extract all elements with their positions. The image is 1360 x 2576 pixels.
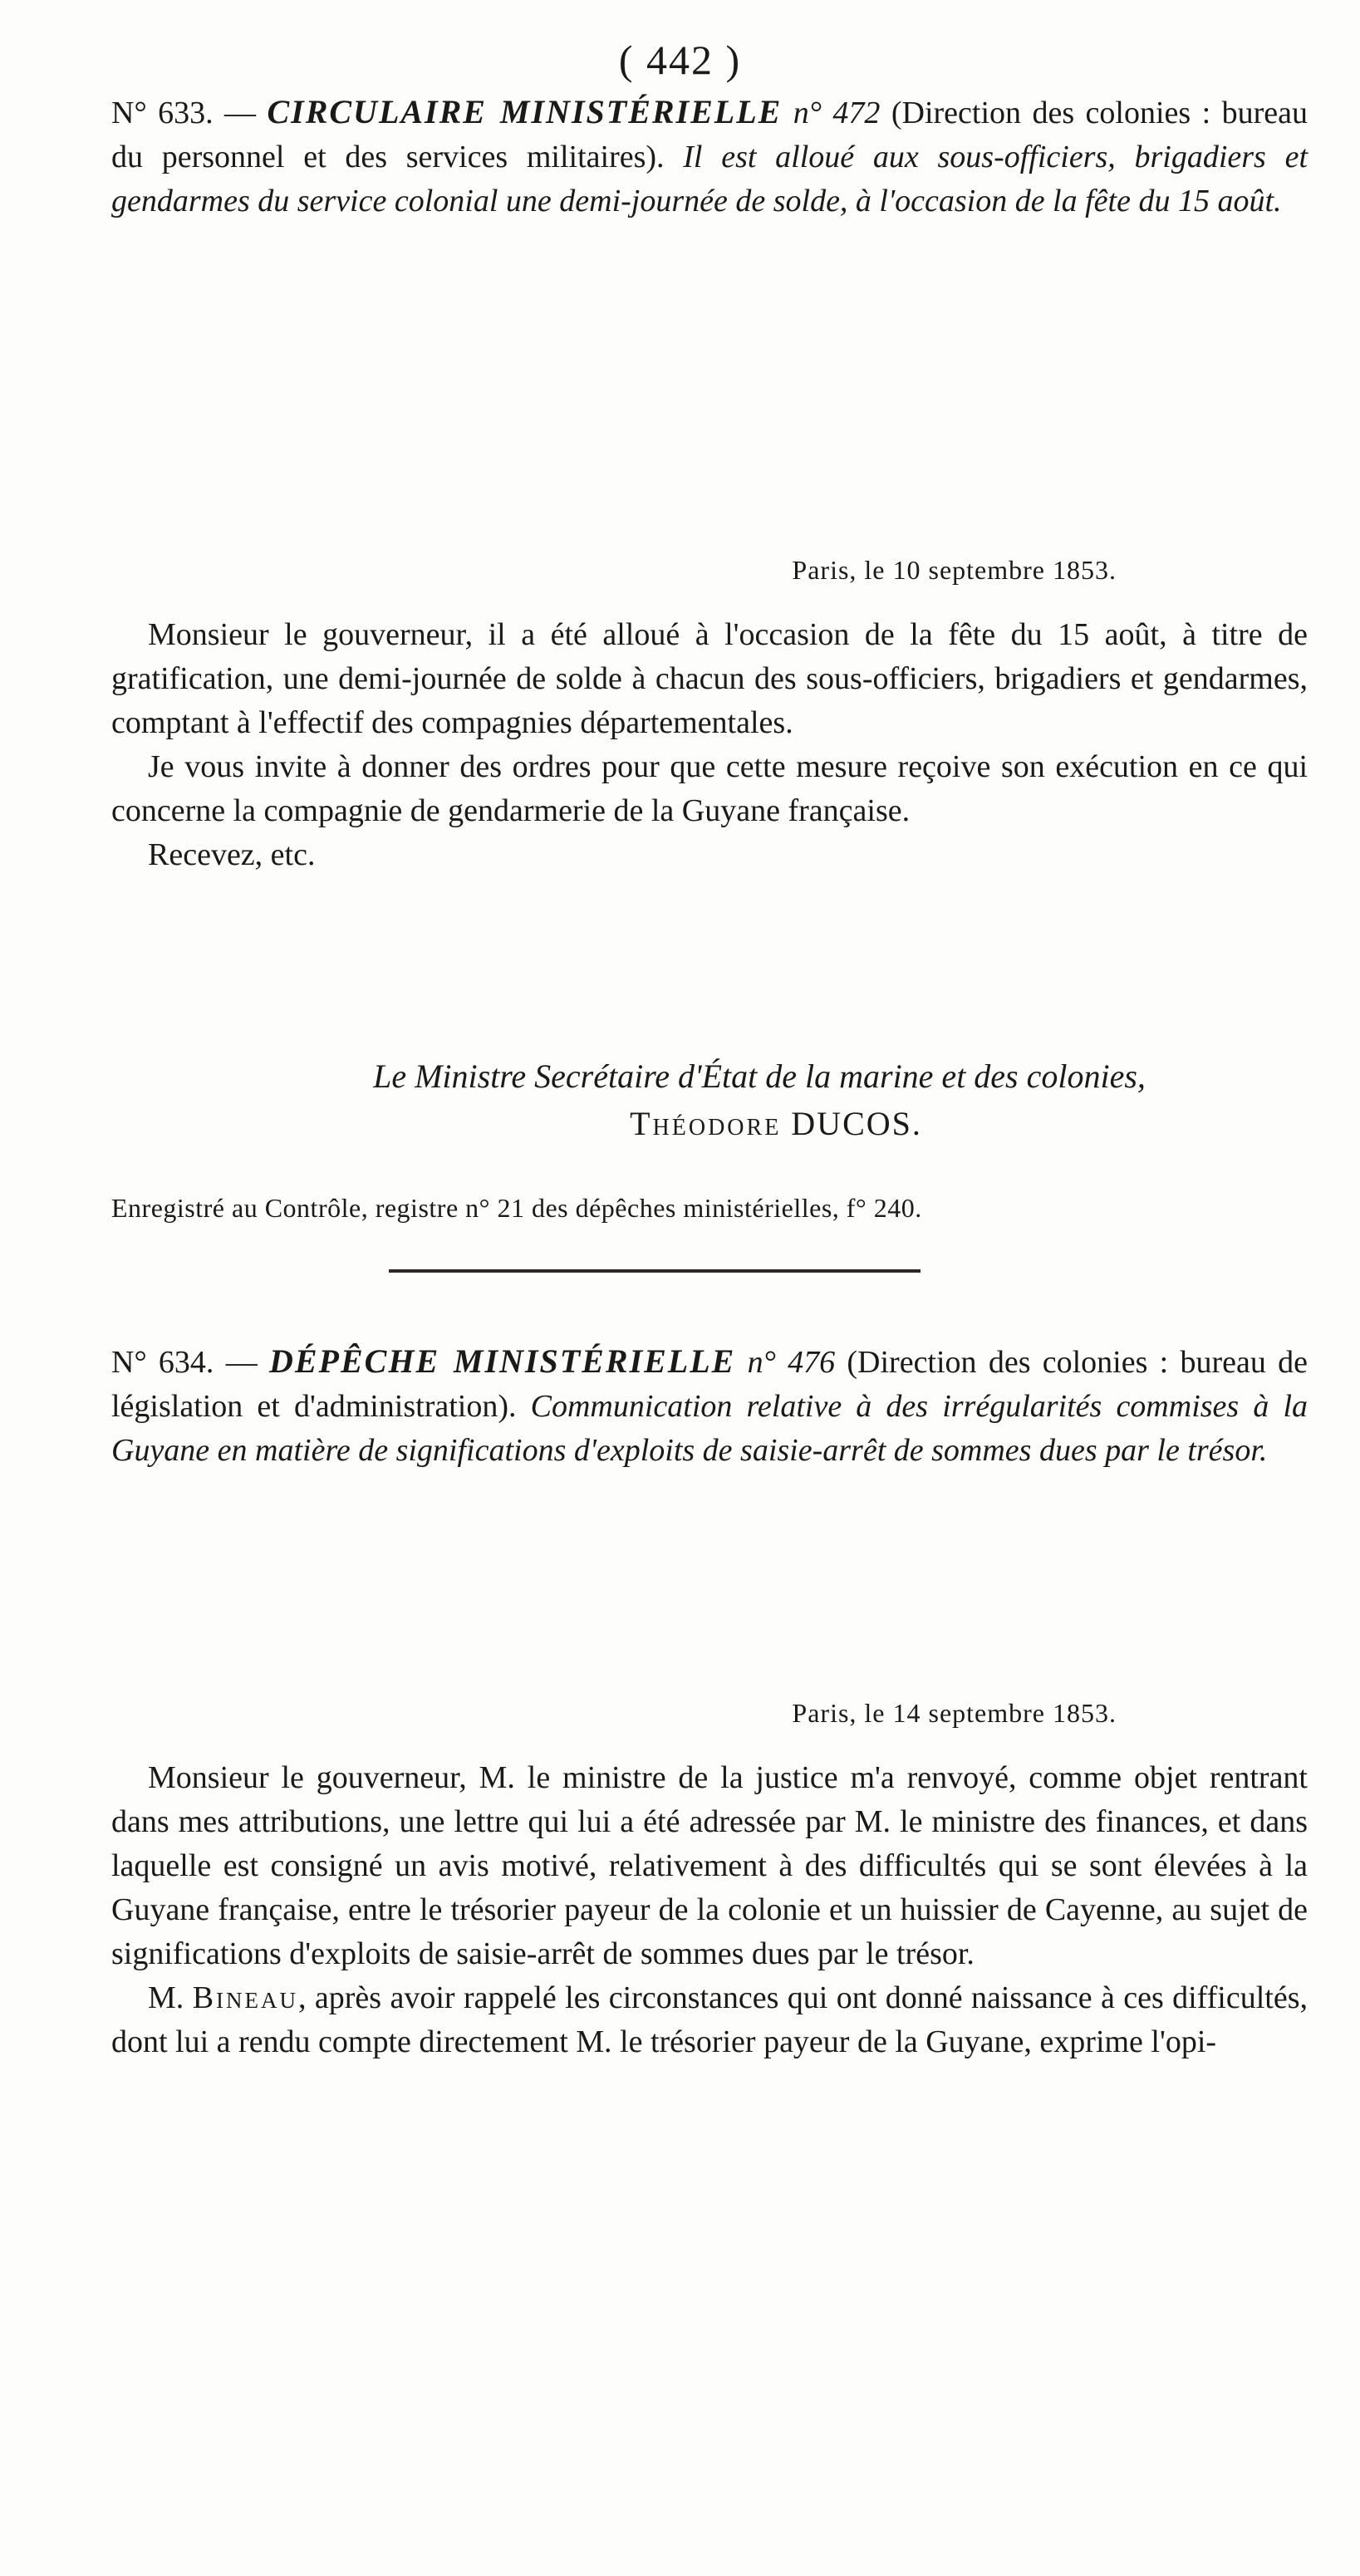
entry-633-paragraph-1: Monsieur le gouverneur, il a été alloué à l'occasion de la fête du 15 août, à titre de gratification, une demi-journée de solde à chacun des sous-officiers, brigadiers et gendarmes, comptant à l'effectif des compagnies départementales. <box>111 617 1308 740</box>
entry-633-dateline: Paris, le 10 septembre 1853. <box>792 555 1117 585</box>
entry-633-direction: (Direction des colonies : bureau du personnel et des services militaires). <box>111 96 1308 174</box>
entry-633-body <box>111 613 1308 877</box>
entry-634-paragraph-1: Monsieur le gouverneur, M. le ministre de la justice m'a renvoyé, comme objet rentrant dans mes attributions, une lettre qui lui a été adressée par M. le ministre des finances, et dans laquelle est consigné un avis motivé, relativement à des difficultés qui se sont élevées à la Guyane française, entre le trésorier payeur de la colonie et un huissier de Cayenne, au sujet de significations d'exploits de saisie-arrêt de sommes dues par le trésor. <box>111 1760 1308 1971</box>
entry-634-paragraph-2-lead: M. <box>148 1980 184 2015</box>
entry-634-paragraph-2-text: , après avoir rappelé les circonstances qui ont donné naissance à ces difficultés, dont lui a rendu compte directement M. le trésorier payeur de la Guyane, exprime l'opi- <box>111 1980 1308 2059</box>
entry-633-number: N° 633. — <box>111 96 257 130</box>
entry-634-body <box>111 1756 1308 2064</box>
entry-633-paragraph-3: Recevez, etc. <box>148 837 316 872</box>
entry-634-title: DÉPÊCHE MINISTÉRIELLE <box>268 1342 736 1380</box>
entry-634-paragraph-2 <box>111 1976 1308 2064</box>
entry-634-heading <box>111 1339 1308 1473</box>
entry-634-direction: (Direction des colonies : bureau de législation et d'administration). <box>111 1345 1308 1424</box>
entry-633-signature <box>111 1053 1308 1148</box>
entry-633-title-number: n° 472 <box>793 96 881 130</box>
entry-633-paragraph-2: Je vous invite à donner des ordres pour que cette mesure reçoive son exécution en ce qui concerne la compagnie de gendarmerie de la Guyane française. <box>111 749 1308 828</box>
entry-633-title: CIRCULAIRE MINISTÉRIELLE <box>267 93 783 130</box>
entry-634-minister-name: Bineau <box>192 1980 299 2015</box>
entry-634-number: N° 634. — <box>111 1345 258 1380</box>
entry-633-registry-wrap <box>111 1190 1308 1226</box>
entry-633-summary: Il est alloué aux sous-officiers, brigadiers et gendarmes du service colonial une demi-journée de solde, à l'occasion de la fête du 15 août. <box>111 140 1308 218</box>
entry-634-summary: Communication relative à des irrégularités commises à la Guyane en matière de significations d'exploits de saisie-arrêt de sommes dues par le trésor. <box>111 1389 1308 1468</box>
section-divider <box>389 1269 921 1273</box>
entry-633-dateline-wrap <box>111 552 1308 588</box>
signature-office: Le Ministre Secrétaire d'État de la marine et des colonies, <box>373 1057 1146 1095</box>
entry-633-registry: Enregistré au Contrôle, registre n° 21 des dépêches ministérielles, f° 240. <box>111 1193 922 1223</box>
signature-name <box>111 1100 1308 1148</box>
entry-634-title-number: n° 476 <box>747 1345 836 1380</box>
signature-first-name: Théodore <box>630 1105 782 1142</box>
entry-634 <box>111 1339 1308 1473</box>
page-number: ( 442 ) <box>618 37 742 83</box>
entry-634-dateline: Paris, le 14 septembre 1853. <box>792 1698 1117 1728</box>
signature-last-name: DUCOS. <box>791 1105 922 1142</box>
entry-633 <box>111 90 1308 223</box>
entry-633-heading <box>111 90 1308 223</box>
entry-634-dateline-wrap <box>111 1695 1308 1731</box>
